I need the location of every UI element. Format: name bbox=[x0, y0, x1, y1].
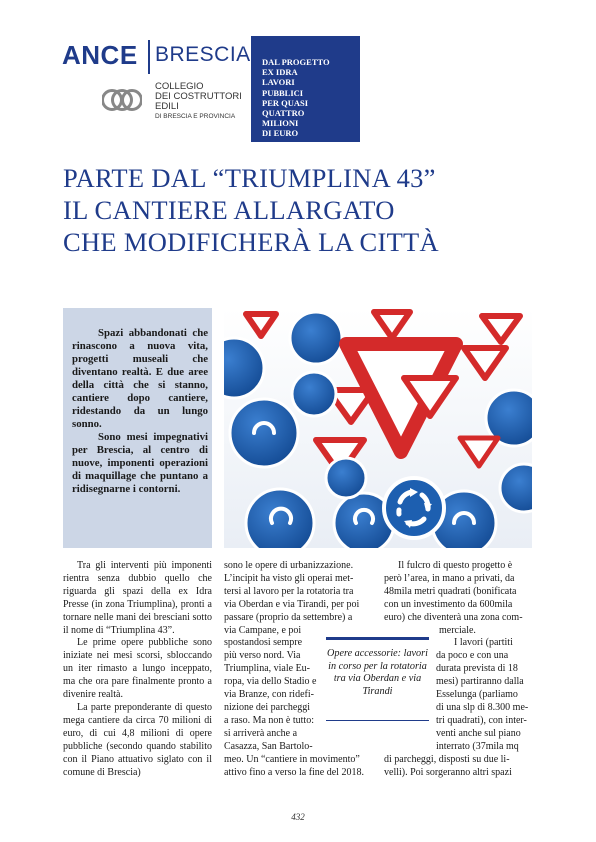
body-line: via Branze, con ridefi- bbox=[224, 689, 314, 701]
intro-text bbox=[72, 327, 208, 496]
body-line: attivo fino a verso la fine del 2018. bbox=[224, 766, 364, 778]
page-number: 432 bbox=[291, 812, 305, 822]
ance-brescia-logo bbox=[62, 40, 252, 130]
body-line: L’incipit ha visto gli operai met- bbox=[224, 572, 354, 584]
title-line: CHE MODIFICHERÀ LA CITTÀ bbox=[63, 227, 439, 257]
headline-box-line: DI EURO bbox=[262, 128, 299, 139]
body-column-1 bbox=[63, 560, 212, 779]
body-line: merciale. bbox=[439, 624, 476, 636]
body-line: Triumplina, viale Eu- bbox=[224, 663, 311, 675]
collegio-label bbox=[155, 82, 242, 122]
body-line: più verso nord. Via bbox=[224, 650, 301, 662]
road-signs-photo bbox=[224, 308, 532, 548]
body-line: sono le opere di urbanizzazione. bbox=[224, 560, 354, 571]
body-paragraph: Tra gli interventi più imponenti rientra senza dubbio quello che riguarda gli spazi della ex Idra Presse (in zona Triumplina), pronti a tornare nelle mani dei bresciani sotto il nome di “Triumplina 43”. bbox=[63, 560, 212, 636]
body-line: meo. Un “cantiere in movimento” bbox=[224, 753, 360, 765]
headline-box-line: QUATTRO bbox=[262, 108, 305, 119]
body-line: venti anche sul piano bbox=[436, 727, 521, 739]
body-line: però l’area, in mano a privati, da bbox=[384, 572, 515, 584]
headline-box-line: PUBBLICI bbox=[262, 87, 304, 98]
headline-box-line: EX IDRA bbox=[262, 67, 298, 78]
body-line: via Oberdan e via Tirandi, per poi bbox=[224, 598, 360, 610]
headline-box-text bbox=[262, 57, 354, 139]
headline-box-line: LAVORI bbox=[262, 77, 295, 88]
body-line: euro) che diventerà una zona com- bbox=[384, 611, 523, 623]
intro-box bbox=[63, 308, 212, 548]
brescia-wordmark: BRESCIA bbox=[155, 43, 251, 66]
body-line: interrato (37mila mq bbox=[436, 740, 519, 752]
intro-paragraph: Spazi abbandonati che rinascono a nuova vita, progetti museali che diventano realtà. E due aree della città che si stanno, cantiere dopo cantiere, ridestando da un lungo sonno. bbox=[72, 327, 208, 430]
body-line: tersi al lavoro per la rotatoria tra bbox=[224, 585, 354, 597]
photo-caption-box bbox=[326, 637, 429, 721]
title-line: PARTE DAL “TRIUMPLINA 43” bbox=[63, 163, 436, 193]
body-line: si arriverà anche a bbox=[224, 727, 298, 739]
body-line: ropa, via dello Stadio e bbox=[224, 676, 317, 688]
body-line: mesi) partiranno dalla bbox=[436, 676, 524, 688]
body-paragraph: La parte preponderante di questo mega cantiere da circa 70 milioni di euro, di cui 4,8 milioni di opere pubbliche (secondo quando stabilito con il Piano attuativo siglato con il comune di Brescia) bbox=[63, 701, 212, 778]
body-line: I lavori (partiti bbox=[454, 637, 513, 649]
title-line: IL CANTIERE ALLARGATO bbox=[63, 195, 395, 225]
headline-box bbox=[251, 36, 360, 142]
body-line: Casazza, San Bartolo- bbox=[224, 740, 313, 752]
headline-box-line: PER QUASI bbox=[262, 97, 309, 108]
headline-box-line: MILIONI bbox=[262, 118, 299, 129]
body-line: a raso. Ma non è tutto: bbox=[224, 714, 314, 726]
body-line: durata prevista di 18 bbox=[436, 663, 518, 675]
body-line: da poco e con una bbox=[436, 650, 509, 662]
intro-paragraph: Sono mesi impegnativi per Brescia, al centro di nuove, imponenti operazioni di maquillage che puntano a ridisegnarne i contorni. bbox=[72, 431, 208, 495]
body-line: nizione dei parcheggi bbox=[224, 701, 311, 713]
body-paragraph: Le prime opere pubbliche sono iniziate nei mesi scorsi, sbloccando un iter rimasto a lungo inceppato, ma che ora pare finalmente pronto a divenire realtà. bbox=[63, 637, 212, 701]
body-line: con un investimento da 600mila bbox=[384, 598, 513, 610]
body-line: spostandosi sempre bbox=[224, 637, 303, 649]
body-line: 48mila metri quadrati (bonificata bbox=[384, 585, 517, 597]
collegio-line: COLLEGIO bbox=[155, 81, 204, 92]
ance-wordmark: ANCE bbox=[62, 40, 138, 70]
logo-divider bbox=[148, 40, 150, 74]
cce-emblem-icon bbox=[102, 82, 142, 118]
photo-caption: Opere accessorie: lavori in corso per la rotatoria tra via Oberdan e via Tirandi bbox=[327, 648, 428, 697]
body-line: via Campane, e poi bbox=[224, 624, 302, 636]
body-line: Esselunga (parliamo bbox=[436, 689, 518, 701]
body-line: velli). Poi sorgeranno altri spazi bbox=[384, 766, 512, 778]
body-line: di una slp di 8.300 me- bbox=[436, 701, 529, 713]
article-title bbox=[63, 162, 543, 258]
collegio-line: EDILI bbox=[155, 101, 179, 112]
body-line: tri quadrati), con inter- bbox=[436, 714, 527, 726]
body-line: di parcheggi, disposti su due li- bbox=[384, 753, 510, 765]
headline-box-line: DAL PROGETTO bbox=[262, 57, 330, 67]
collegio-province: DI BRESCIA E PROVINCIA bbox=[155, 113, 236, 120]
body-line: passare (proprio da settembre) a bbox=[224, 611, 353, 623]
body-line: Il fulcro di questo progetto è bbox=[398, 560, 513, 571]
collegio-line: DEI COSTRUTTORI bbox=[155, 91, 242, 102]
